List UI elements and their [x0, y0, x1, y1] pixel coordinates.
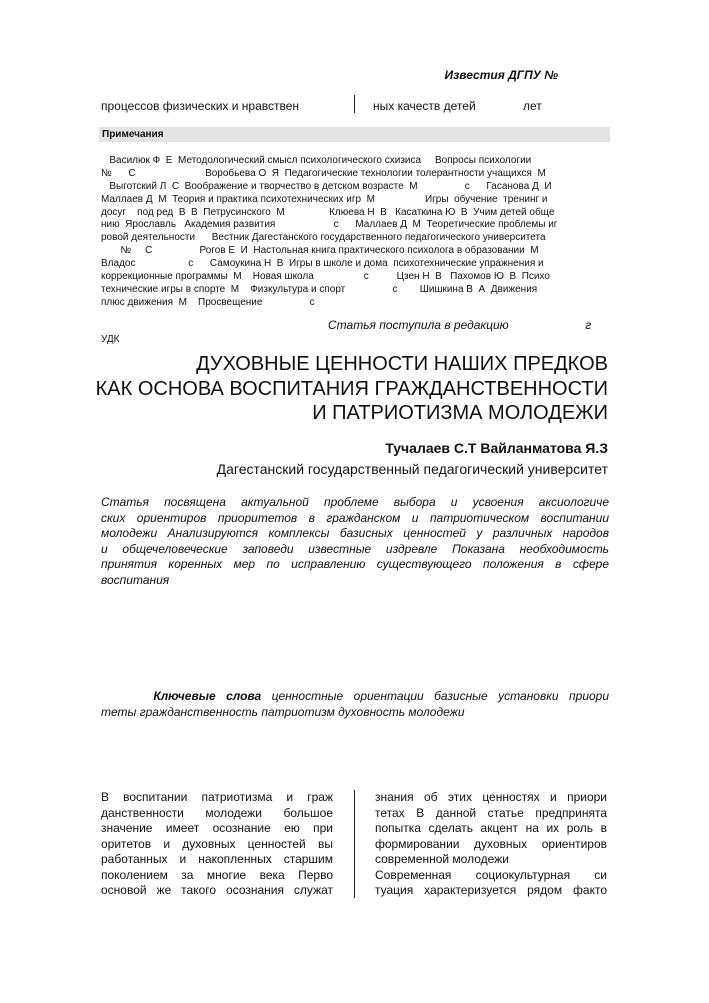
notes-heading: Примечания	[99, 127, 610, 142]
reference-line: Маллаев Д М Теория и практика психотехнических игр М Игры обучение тренинг и	[101, 193, 548, 205]
reference-line: № С Рогов Е И Настольная книга практического психолога в образовании М	[101, 245, 539, 257]
keywords-line: теты гражданственность патриотизм духовность молодежи	[101, 705, 465, 719]
abstract-line: принятия коренных мер по исправлению существующего положения в сфере	[101, 557, 609, 571]
reference-line: досуг под ред В В Петрусинского М Клюева Н В Касаткина Ю В Учим детей обще	[101, 206, 555, 218]
running-header-divider	[354, 95, 355, 113]
body-column-right	[375, 790, 607, 899]
reference-line: технические игры в спорте М Физкультура и спорт с Шишкина В А Движения	[101, 283, 538, 295]
reference-line: Выготский Л С Воображение и творчество в детском возрасте М с Гасанова Д И	[101, 180, 552, 192]
reference-line: коррекционные программы М Новая школа с Цзен Н В Пахомов Ю В Психо	[101, 271, 550, 283]
body-line: знания об этих ценностях и приори	[375, 790, 607, 804]
reference-line: нию Ярославль Академия развития с Маллаев Д М Теоретические проблемы иг	[101, 219, 558, 231]
keywords-line	[101, 688, 609, 704]
body-line: тетах В данной статье предпринята	[375, 805, 607, 820]
body-line: работанных и накопленных старшим	[101, 852, 333, 866]
body-column-left	[101, 790, 333, 899]
abstract-line: Статья посвящена актуальной проблеме выбора и усвоения аксиологиче	[101, 495, 609, 509]
references-list	[101, 155, 609, 310]
running-header-right-2: лет	[523, 99, 542, 113]
abstract-line: молодежи Анализируются комплексы базисных ценностей у различных народов	[101, 526, 609, 540]
body-line: основой же такого осознания служат	[101, 883, 333, 897]
article-title-line: ДУХОВНЫЕ ЦЕННОСТИ НАШИХ ПРЕДКОВ	[196, 353, 608, 375]
keywords-label: Ключевые слова	[153, 689, 262, 703]
abstract-line: ских ориентиров приоритетов в гражданском и патриотическом воспитании	[101, 510, 609, 525]
body-line: современной молодежи	[375, 852, 509, 866]
keywords-text: ценностные ориентации базисные установки приори	[261, 689, 610, 703]
body-line: В воспитании патриотизма и граж	[101, 790, 333, 804]
article-title	[96, 352, 608, 426]
body-line: данственности молодежи большое	[101, 805, 333, 820]
article-authors: Тучалаев С.Т Вайланматова Я.З	[385, 440, 608, 456]
reference-line: Владос с Самоукина Н В Игры в школе и дома психотехнические упражнения и	[101, 258, 544, 270]
reference-line: ровой деятельности Вестник Дагестанского государственного педагогического университета	[101, 232, 546, 244]
journal-title: Известия ДГПУ №	[444, 68, 558, 82]
running-header-left: процессов физических и нравствен	[101, 99, 300, 113]
abstract-line: воспитания	[101, 572, 170, 587]
column-divider	[354, 790, 355, 898]
reference-line: Василюк Ф Е Методологический смысл психологического схизиса Вопросы психологии	[101, 155, 532, 166]
reference-line: № С Воробьева О Я Педагогические технологии толерантности учащихся М	[101, 167, 546, 179]
author-affiliation: Дагестанский государственный педагогический университет	[216, 461, 608, 477]
article-title-line: И ПАТРИОТИЗМА МОЛОДЕЖИ	[312, 402, 608, 424]
body-line: значение имеет осознание ею при	[101, 821, 333, 835]
body-line: туация характеризуется рядом факто	[375, 883, 607, 897]
reference-line: плюс движения М Просвещение с	[101, 296, 315, 308]
body-line: попытка сделать акцент на их роль в	[375, 821, 607, 835]
abstract	[101, 495, 609, 588]
article-title-line: КАК ОСНОВА ВОСПИТАНИЯ ГРАЖДАНСТВЕННОСТИ	[95, 377, 608, 400]
body-line: Современная социокультурная си	[375, 867, 607, 882]
running-header-right: ных качеств детей	[373, 99, 476, 113]
body-line: формировании духовных ориентиров	[375, 836, 607, 851]
udk-label: УДК	[101, 334, 120, 345]
body-line: поколением за многие века Перво	[101, 867, 333, 882]
body-line: оритетов и духовных ценностей вы	[101, 836, 333, 851]
abstract-line: и общечеловеческие заповеди известные издревле Показана необходимость	[101, 541, 609, 556]
received-date: Статья поступила в редакцию г	[328, 318, 592, 332]
keywords	[101, 688, 609, 720]
